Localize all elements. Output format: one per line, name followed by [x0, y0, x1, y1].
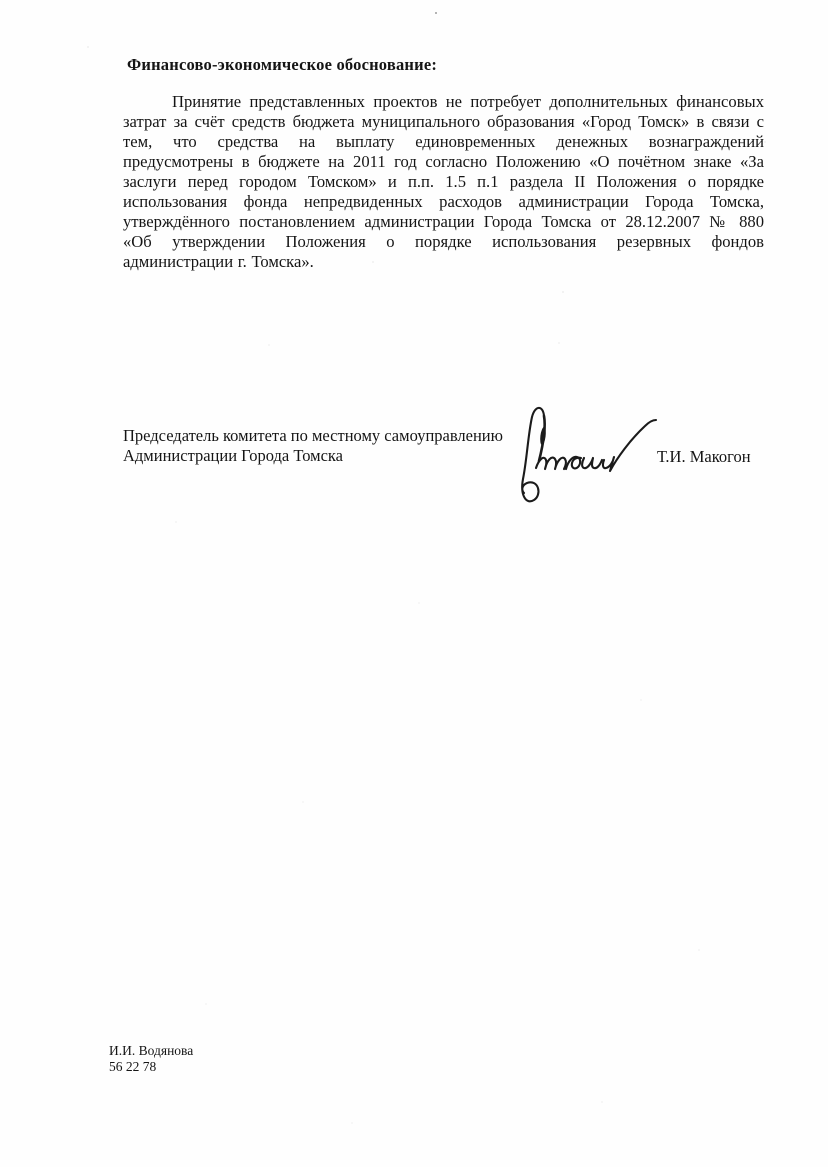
body-line: «Об утверждении Положения о порядке использования резервных фондов: [123, 232, 764, 251]
scan-noise-specks: [0, 0, 2, 2]
handwritten-signature-icon: [498, 399, 663, 509]
signer-name: Т.И. Макогон: [657, 447, 751, 466]
body-line: администрации г. Томска».: [123, 252, 314, 271]
body-paragraph: [123, 92, 764, 272]
body-line: Принятие представленных проектов не потребует дополнительных финансовых: [172, 92, 764, 111]
body-line: использования фонда непредвиденных расходов администрации Города Томска,: [123, 192, 764, 211]
body-line: утверждённого постановлением администрации Города Томска от 28.12.2007 № 880: [123, 212, 764, 231]
signer-position-line1: Председатель комитета по местному самоуправлению: [123, 426, 503, 445]
body-line: тем, что средства на выплату единовременных денежных вознаграждений: [123, 132, 764, 151]
body-line: предусмотрены в бюджете на 2011 год согласно Положению «О почётном знаке «За: [123, 152, 764, 171]
executor-name: И.И. Водянова: [109, 1043, 194, 1058]
document-title: Финансово-экономическое обоснование:: [127, 55, 438, 74]
executor-phone: 56 22 78: [109, 1059, 157, 1074]
body-line: затрат за счёт средств бюджета муниципального образования «Город Томск» в связи с: [123, 112, 764, 131]
signer-position-line2: Администрации Города Томска: [123, 446, 344, 465]
body-line: заслуги перед городом Томском» и п.п. 1.5 п.1 раздела II Положения о порядке: [123, 172, 764, 191]
executor-note: [109, 1043, 193, 1075]
signer-position-block: [123, 426, 543, 466]
